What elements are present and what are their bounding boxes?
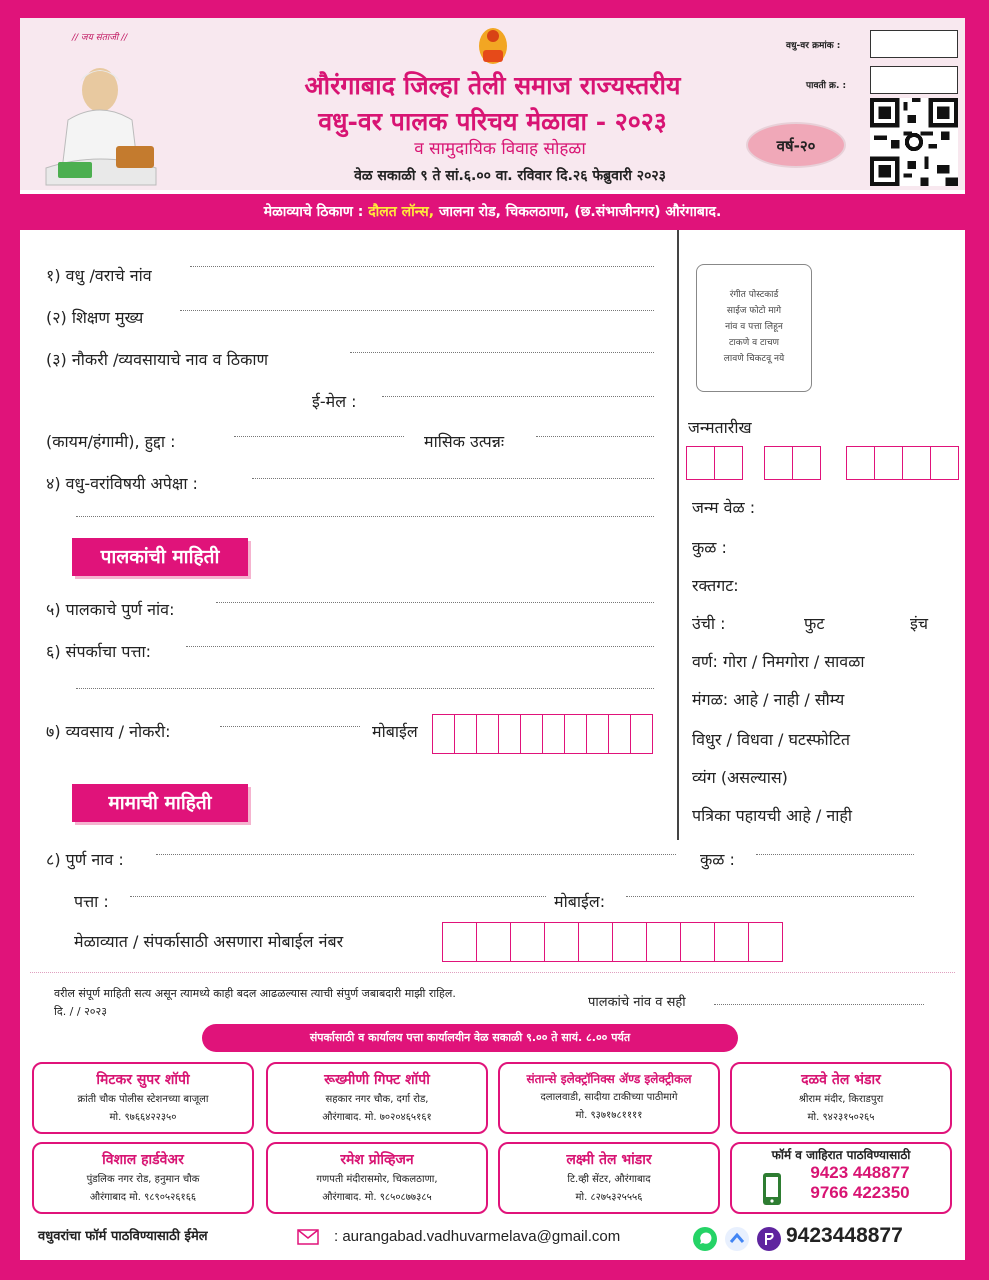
field-name-line[interactable]	[190, 266, 654, 267]
shop-phone: औरंगाबाद. मो. ७०२०४६५१६१	[322, 1112, 432, 1123]
birth-time-label: जन्म वेळ :	[692, 498, 756, 517]
field-education-label: (२) शिक्षण मुख्य	[46, 308, 144, 327]
field-uncle-address-line[interactable]	[130, 896, 546, 897]
shop-name: लक्ष्मी तेल भांडार	[566, 1152, 652, 1168]
shop-phone: मो. ९७६६४२२३५०	[109, 1112, 177, 1123]
field-uncle-name-label: ८) पुर्ण नाव :	[46, 850, 124, 869]
shop-phone: मो. ९४२३१५०२६५	[807, 1112, 875, 1123]
height-inch-label: इंच	[910, 614, 929, 633]
shop-card	[730, 1062, 952, 1134]
field-contact-address-line2[interactable]	[76, 688, 654, 689]
header	[20, 18, 965, 190]
field-education-line[interactable]	[180, 310, 654, 311]
field-mobile-label: मोबाईल	[372, 722, 418, 741]
field-income-label: मासिक उत्पन्नः	[424, 432, 505, 451]
field-job-label: (३) नौकरी /व्यवसायाचे नाव व ठिकाण	[46, 350, 269, 369]
field-job-line[interactable]	[350, 352, 654, 353]
venue-bar	[20, 194, 965, 230]
shop-card	[498, 1062, 720, 1134]
contact-timing-bar: संपर्कासाठी व कार्यालय पत्ता कार्यालयीन वेळ सकाळी ९.०० ते सायं. ८.०० पर्यत	[202, 1024, 738, 1052]
shop-address: दलालवाडी, सादीया टाकीच्या पाठीमागे	[540, 1092, 678, 1103]
field-jobtype-label: (कायम/हंगामी), हुद्दा :	[46, 432, 176, 451]
field-uncle-mobile-line[interactable]	[626, 896, 914, 897]
field-contact-address-line1[interactable]	[186, 646, 654, 647]
email-envelope-icon	[296, 1226, 320, 1248]
shop-phone: मो. ८२७५३२५५५६	[575, 1192, 643, 1203]
event-timing: वेळ सकाळी ९ ते सां.६.०० वा. रविवार दि.२६ फेब्रुवारी २०२३	[354, 168, 666, 184]
mobile-phone-icon	[762, 1172, 782, 1206]
field-parent-name-label: ५) पालकाचे पुर्ण नांव:	[46, 600, 175, 619]
mangal-options[interactable]: मंगळ: आहे / नाही / सौम्य	[692, 690, 845, 709]
column-divider	[677, 230, 679, 840]
event-title-line1: औरंगाबाद जिल्हा तेली समाज राज्यस्तरीय	[304, 71, 681, 100]
field-occupation-line[interactable]	[220, 726, 360, 727]
complexion-options[interactable]: वर्ण: गोरा / निमगोरा / सावळा	[692, 652, 865, 671]
kul-label: कुळ :	[692, 538, 727, 557]
shop-card	[32, 1142, 254, 1214]
shop-card	[498, 1142, 720, 1214]
dob-year-boxes[interactable]	[846, 446, 958, 480]
shop-address: पुंडलिक नगर रोड, हनुमान चौक	[86, 1174, 200, 1185]
horoscope-options[interactable]: पत्रिका पहायची आहे / नाही	[692, 806, 853, 825]
declaration-separator	[30, 972, 955, 973]
contact-email[interactable]: : aurangabad.vadhuvarmelava@gmail.com	[334, 1228, 621, 1245]
shop-phone: औरंगाबाद. मो. ९८५०८७७३८५	[322, 1192, 432, 1203]
shop-address: टि.व्ही सेंटर, औरंगाबाद	[567, 1174, 651, 1185]
whatsapp-icon[interactable]	[692, 1226, 718, 1252]
receipt-label: पावती क्र. :	[806, 81, 847, 91]
serial-number-field[interactable]	[870, 30, 958, 58]
shop-address: क्रांती चौक पोलीस स्टेशनच्या बाजूला	[77, 1094, 209, 1105]
forms-contact-phone1[interactable]: 9423 448877	[810, 1163, 910, 1182]
field-uncle-mobile-label: मोबाईल:	[554, 892, 606, 911]
photo-note-line: साईज फोटो मागे	[726, 306, 782, 316]
venue-address: जालना रोड, चिकलठाणा, (छ.संभाजीनगर) औरंगाबाद.	[434, 204, 722, 220]
field-uncle-kul-line[interactable]	[756, 854, 914, 855]
shop-name: विशाल हार्डवेअर	[102, 1152, 184, 1168]
field-expectation-line2[interactable]	[76, 516, 654, 517]
payment-phone-number[interactable]: 9423448877	[786, 1224, 903, 1247]
shop-card	[32, 1062, 254, 1134]
field-jobtype-line[interactable]	[234, 436, 404, 437]
forms-contact-card	[730, 1142, 952, 1214]
photo-note-line: नांव व पत्ता लिहून	[725, 322, 783, 332]
field-expectation-label: ४) वधु-वरांविषयी अपेक्षा :	[46, 474, 198, 493]
shop-address: श्रीराम मंदीर, किराडपुरा	[798, 1094, 884, 1105]
phonepe-icon[interactable]	[756, 1226, 782, 1252]
photo-note-line: टाकणे व टाचण	[728, 338, 780, 348]
dob-day-boxes[interactable]	[686, 446, 742, 480]
signature-line[interactable]	[714, 1004, 924, 1005]
photo-placeholder[interactable]	[696, 264, 812, 392]
field-uncle-name-line[interactable]	[156, 854, 676, 855]
shop-phone: औरंगाबाद मो. ९८९०५२६१६६	[89, 1192, 197, 1203]
marital-options[interactable]: विधुर / विधवा / घटस्फोटित	[692, 730, 851, 749]
section-parents-info: पालकांची माहिती	[72, 538, 248, 576]
declaration-text: वरील संपूर्ण माहिती सत्य असून त्यामध्ये काही बदल आढळल्यास त्याची संपुर्ण जबाबदारी माझी राहिल.	[54, 987, 456, 1000]
field-contact-address-label: ६) संपर्काचा पत्ता:	[46, 642, 152, 661]
deity-icon	[475, 22, 511, 66]
receipt-number-field[interactable]	[870, 66, 958, 94]
field-email-line[interactable]	[382, 396, 654, 397]
height-label: उंची :	[692, 614, 726, 633]
field-email-label: ई-मेल :	[312, 392, 357, 411]
shop-card	[266, 1062, 488, 1134]
photo-note-line: रंगीत पोस्टकार्ड	[729, 290, 779, 300]
height-feet-label: फुट	[804, 614, 825, 633]
shop-card	[266, 1142, 488, 1214]
event-subtitle: व सामुदायिक विवाह सोहळा	[414, 139, 586, 159]
field-expectation-line1[interactable]	[252, 478, 654, 479]
event-mobile-digit-boxes[interactable]	[442, 922, 782, 962]
field-income-line[interactable]	[536, 436, 654, 437]
field-parent-name-line[interactable]	[216, 602, 654, 603]
venue-highlight: दौलत लॉन्स,	[368, 204, 435, 220]
dob-label: जन्मतारीख	[688, 418, 752, 437]
field-uncle-kul-label: कुळ :	[700, 850, 735, 869]
forms-contact-phone2[interactable]: 9766 422350	[810, 1183, 910, 1202]
declaration-date: दि. / / २०२३	[54, 1005, 107, 1018]
photo-note-line: लावणे चिकटवू नये	[723, 354, 785, 364]
google-pay-icon[interactable]	[724, 1226, 750, 1252]
blood-group-label: रक्तगट:	[692, 576, 739, 595]
shop-name: रमेश प्रोव्हिजन	[340, 1152, 414, 1168]
mobile-digit-boxes[interactable]	[432, 714, 652, 754]
event-title-line2: वधु-वर पालक परिचय मेळावा - २०२३	[318, 107, 667, 136]
venue-label: मेळाव्याचे ठिकाण :	[263, 204, 369, 220]
disability-label: व्यंग (असल्यास)	[692, 768, 788, 787]
year-badge: वर्ष-२०	[746, 122, 846, 168]
field-name-label: १) वधु /वराचे नांव	[46, 266, 152, 285]
forms-contact-title: फॉर्म व जाहिरात पाठविण्यासाठी	[771, 1148, 911, 1162]
section-uncle-info: मामाची माहिती	[72, 784, 248, 822]
qr-code-icon	[870, 98, 958, 186]
shop-name: संतान्से इलेक्ट्रॉनिक्स ॲण्ड इलेक्ट्रीकल	[526, 1072, 692, 1086]
signature-label: पालकांचे नांव व सही	[588, 995, 686, 1010]
dob-month-boxes[interactable]	[764, 446, 820, 480]
field-event-mobile-label: मेळाव्यात / संपर्कासाठी असणारा मोबाईल नंबर	[74, 932, 344, 951]
email-row-label: वधुवरांचा फॉर्म पाठविण्यासाठी ईमेल	[38, 1229, 208, 1244]
saint-illustration-icon	[38, 50, 163, 190]
shop-phone: मो. ९३७१७८११११	[575, 1110, 643, 1121]
shop-address: सहकार नगर चौक, दर्गा रोड,	[325, 1094, 429, 1105]
field-occupation-label: ७) व्यवसाय / नोकरी:	[46, 722, 171, 741]
shop-name: रूख्मीणी गिफ्ट शॉपी	[324, 1072, 430, 1088]
serial-label: वधु-वर क्रमांक :	[786, 41, 841, 51]
shop-address: गणपती मंदीरासमोर, चिकलठाणा,	[316, 1174, 438, 1185]
shop-name: मिटकर सुपर शॉपी	[96, 1072, 190, 1088]
shop-name: दळवे तेल भंडार	[801, 1072, 881, 1088]
jay-santaji-text: // जय संताजी //	[72, 33, 128, 43]
form-sheet	[20, 18, 965, 1260]
field-uncle-address-label: पत्ता :	[74, 892, 109, 911]
